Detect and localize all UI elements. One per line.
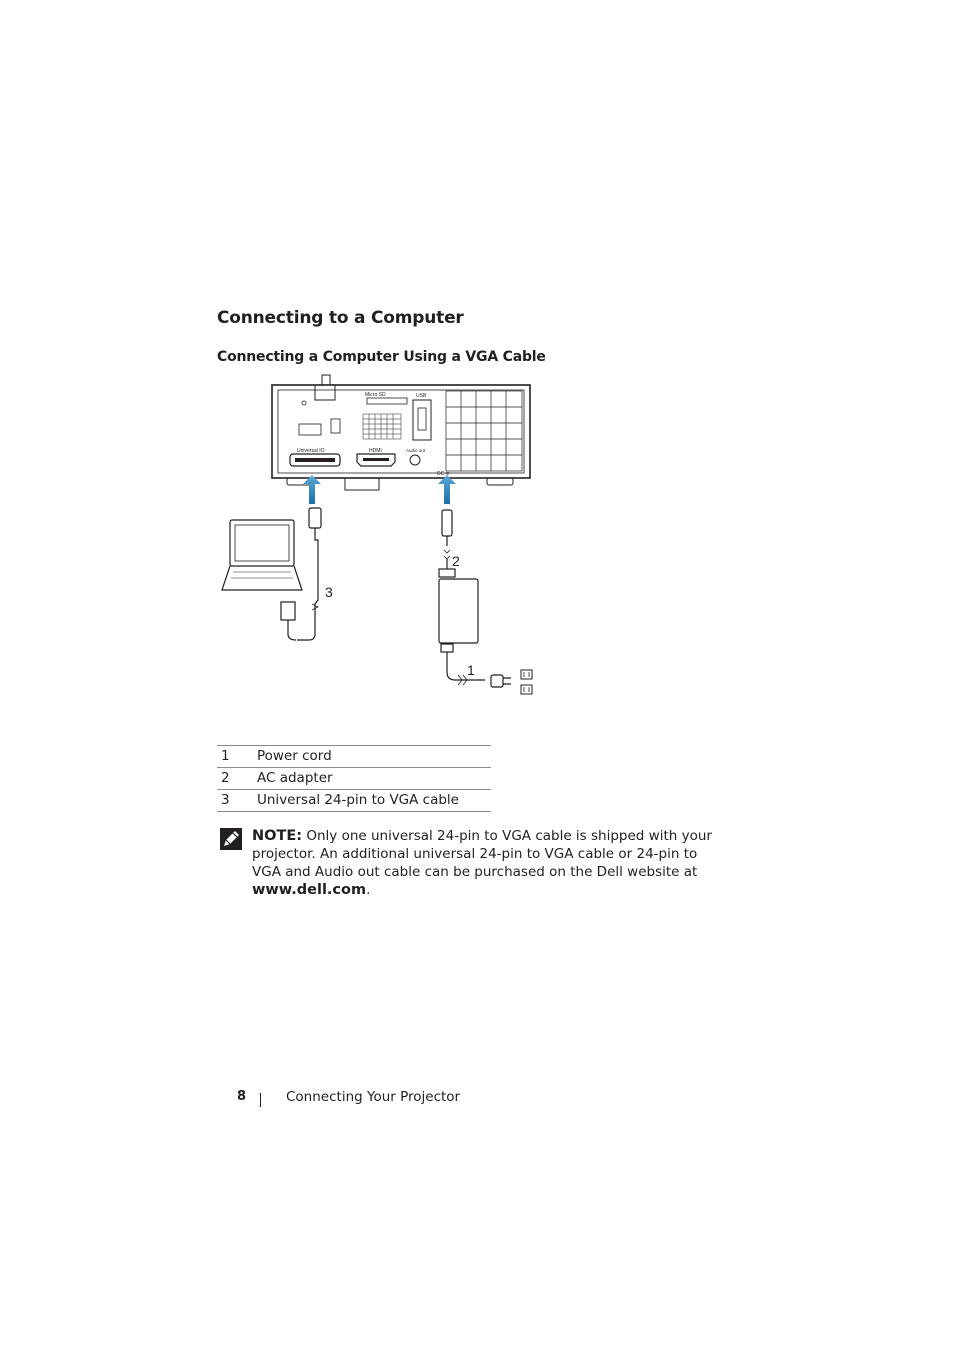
micro-sd-label: Micro SD	[365, 392, 386, 398]
audio-out-label: Audio out	[406, 448, 426, 453]
legend-table	[217, 745, 491, 812]
laptop-icon	[222, 520, 302, 590]
page-number: 8	[237, 1089, 247, 1104]
note-end: .	[366, 882, 371, 898]
dell-website-link[interactable]: www.dell.com	[252, 882, 367, 898]
note-body: Only one universal 24-pin to VGA cable is shipped with your projector. An additional universal 24-pin to VGA cable or 24-pin to VGA and Audio out cable can be purchased on the Dell website at	[252, 828, 712, 880]
vga-cable	[281, 508, 321, 640]
callout-2: 2	[452, 553, 460, 569]
legend-label: AC adapter	[253, 768, 491, 790]
page-title: Connecting to a Computer	[217, 308, 464, 328]
wall-outlet-icon	[521, 670, 532, 694]
section-title: Connecting a Computer Using a VGA Cable	[217, 349, 546, 365]
connection-diagram	[215, 372, 545, 702]
usb-label: USB	[416, 393, 427, 399]
footer-divider	[260, 1093, 261, 1107]
universal-io-label: Universal IO	[297, 448, 325, 454]
legend-label: Power cord	[253, 746, 491, 768]
arrow-up-icon	[438, 475, 456, 504]
power-plug-icon	[491, 675, 511, 687]
hdmi-label: HDMI	[369, 448, 382, 454]
footer-section: Connecting Your Projector	[286, 1089, 461, 1105]
legend-number: 2	[217, 768, 253, 790]
dc-in-label: DC in	[437, 471, 450, 477]
callout-1: 1	[467, 662, 475, 678]
note-label: NOTE:	[252, 828, 303, 844]
callout-3: 3	[325, 584, 333, 600]
arrow-up-icon	[303, 475, 321, 504]
note-pencil-icon	[220, 828, 242, 850]
legend-label: Universal 24-pin to VGA cable	[253, 790, 491, 812]
note-text	[252, 827, 712, 899]
projector-back-panel	[272, 375, 530, 490]
legend-number: 1	[217, 746, 253, 768]
ac-adapter	[439, 510, 485, 685]
table-row	[217, 790, 491, 812]
table-row	[217, 746, 491, 768]
table-row	[217, 768, 491, 790]
legend-number: 3	[217, 790, 253, 812]
